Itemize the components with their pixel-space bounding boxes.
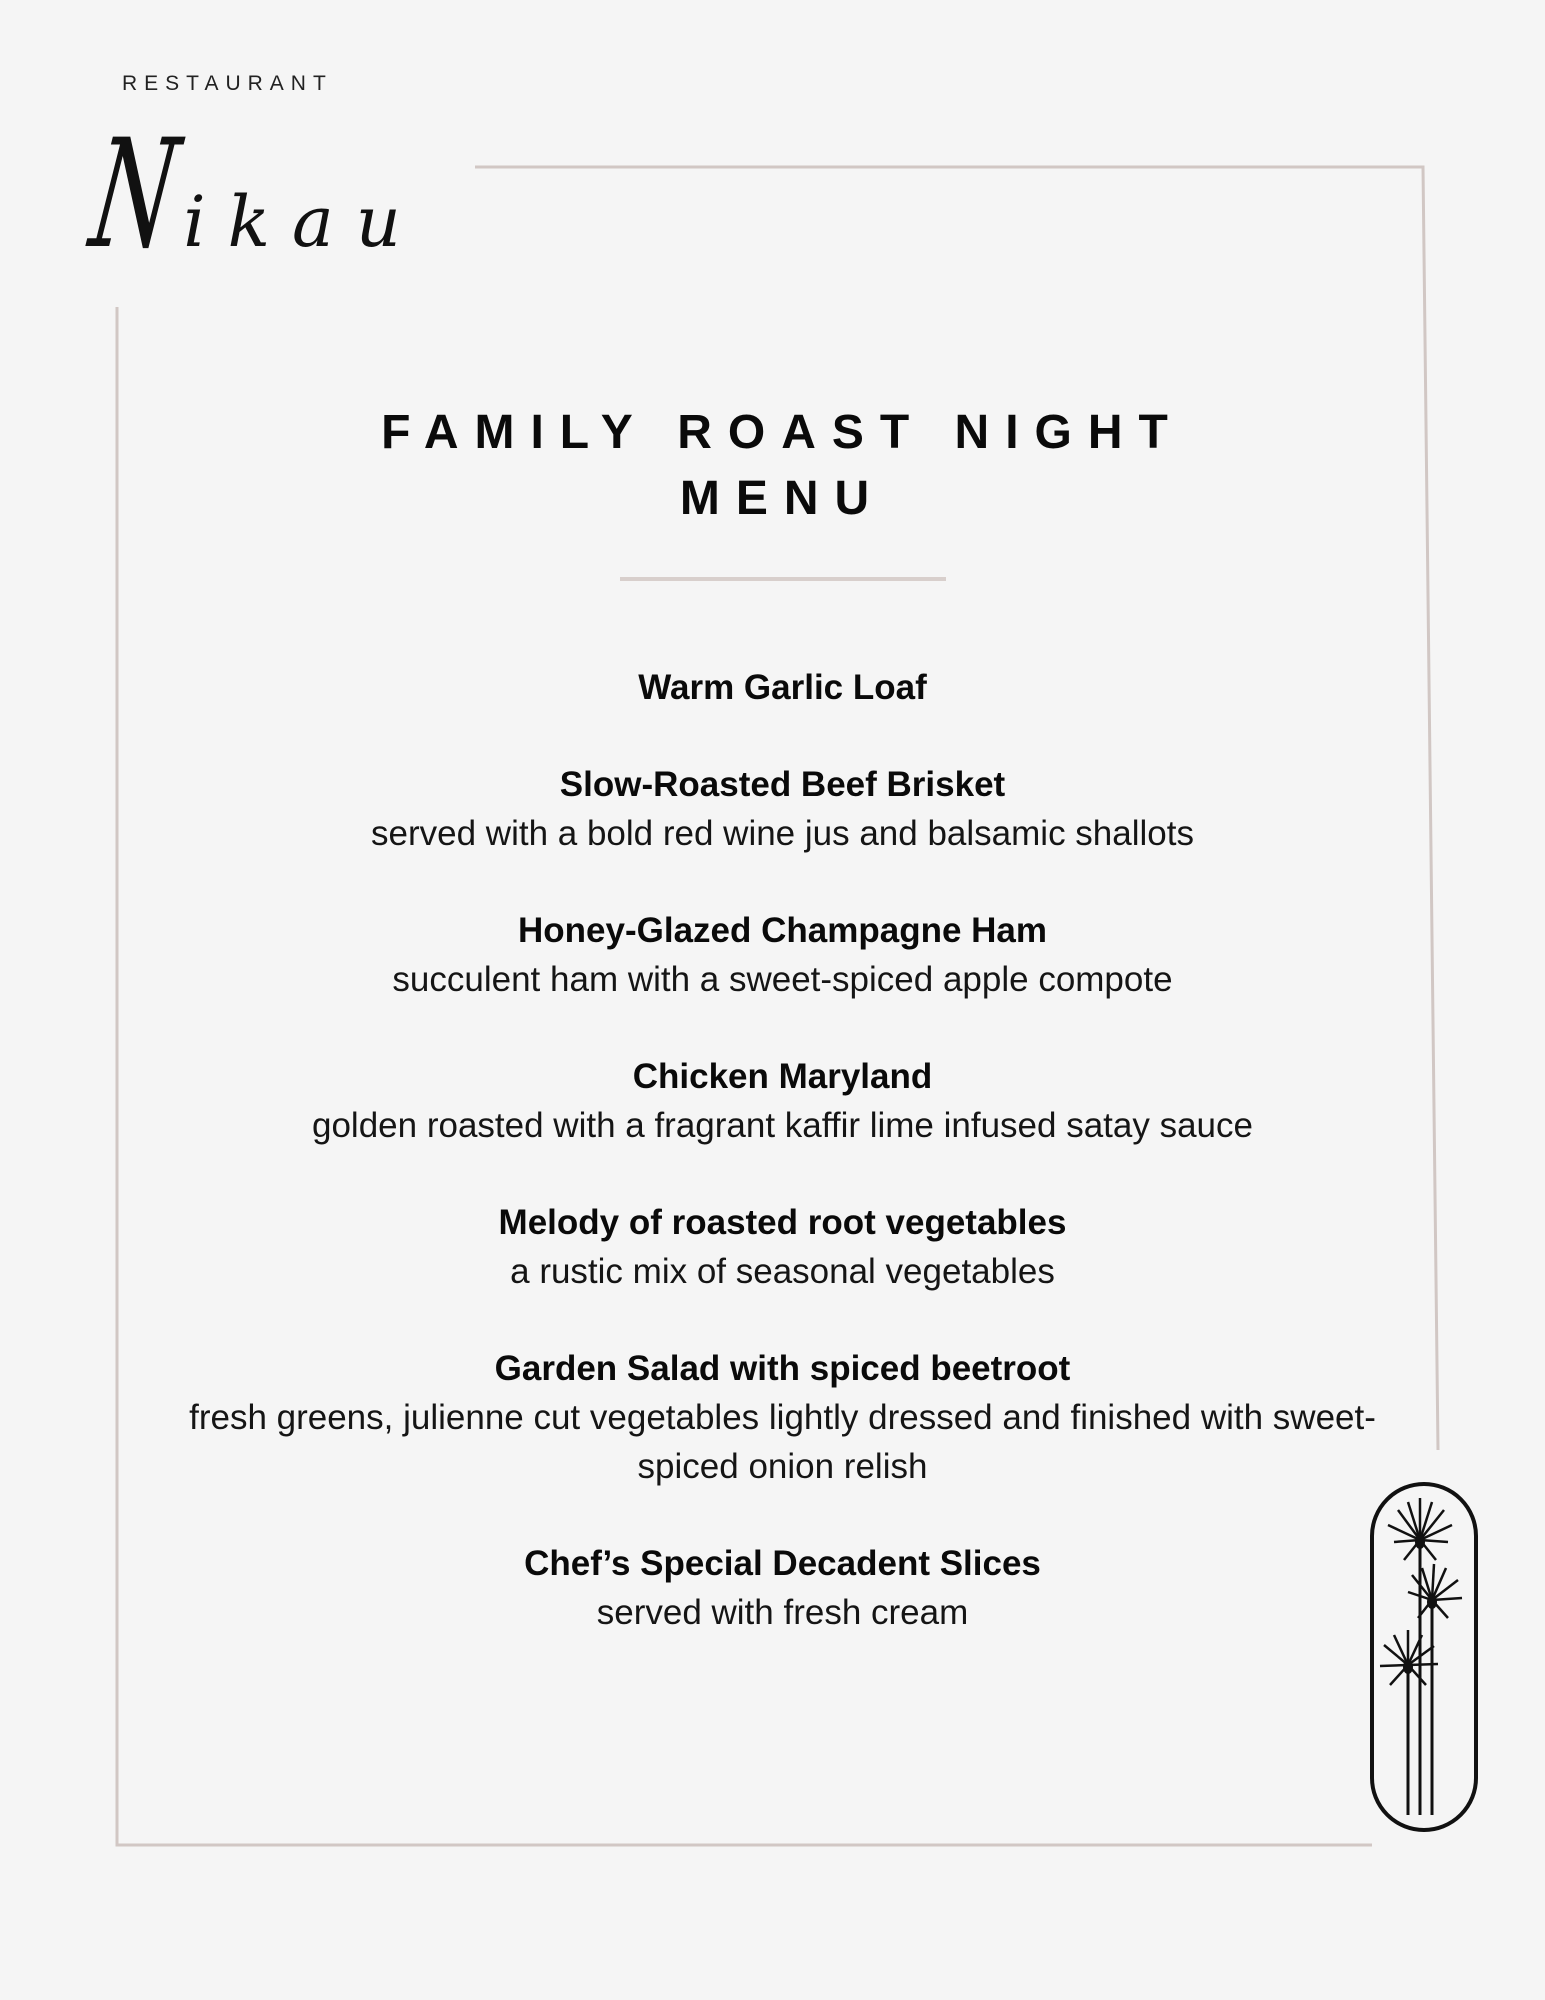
menu-title: [160, 400, 1405, 532]
menu-title-line1: FAMILY ROAST NIGHT: [381, 406, 1184, 459]
dish-description: fresh greens, julienne cut vegetables lightly dressed and finished with sweet-spiced onion relish: [189, 1398, 1376, 1486]
menu-content: [160, 400, 1405, 1685]
dish-name: Warm Garlic Loaf: [638, 668, 927, 707]
dish-item: [160, 1198, 1405, 1296]
dish-item: [160, 1052, 1405, 1150]
dish-item: [160, 906, 1405, 1004]
dish-item: [160, 1344, 1405, 1491]
dish-name: Chef’s Special Decadent Slices: [524, 1544, 1041, 1583]
title-divider: [620, 577, 946, 581]
dish-name: Melody of roasted root vegetables: [498, 1203, 1067, 1242]
dish-item: [160, 1539, 1405, 1637]
dish-list: [160, 663, 1405, 1637]
dish-description: served with a bold red wine jus and balsamic shallots: [371, 814, 1194, 853]
dish-name: Chicken Maryland: [632, 1057, 933, 1096]
menu-title-line2: MENU: [679, 472, 886, 525]
brand-initial: N: [82, 108, 188, 282]
dish-description: succulent ham with a sweet-spiced apple compote: [392, 960, 1173, 999]
dish-name: Garden Salad with spiced beetroot: [494, 1349, 1071, 1388]
dish-description: a rustic mix of seasonal vegetables: [510, 1252, 1055, 1291]
palm-tree-emblem-icon: [1368, 1480, 1484, 1836]
restaurant-label: RESTAURANT: [122, 72, 333, 95]
dish-description: golden roasted with a fragrant kaffir lime infused satay sauce: [312, 1106, 1253, 1145]
dish-description: served with fresh cream: [596, 1593, 969, 1632]
dish-name: Slow-Roasted Beef Brisket: [559, 765, 1006, 804]
dish-item: [160, 760, 1405, 858]
dish-name: Honey-Glazed Champagne Ham: [518, 911, 1047, 950]
brand-rest: ikau: [183, 181, 423, 263]
dish-item: [160, 663, 1405, 712]
